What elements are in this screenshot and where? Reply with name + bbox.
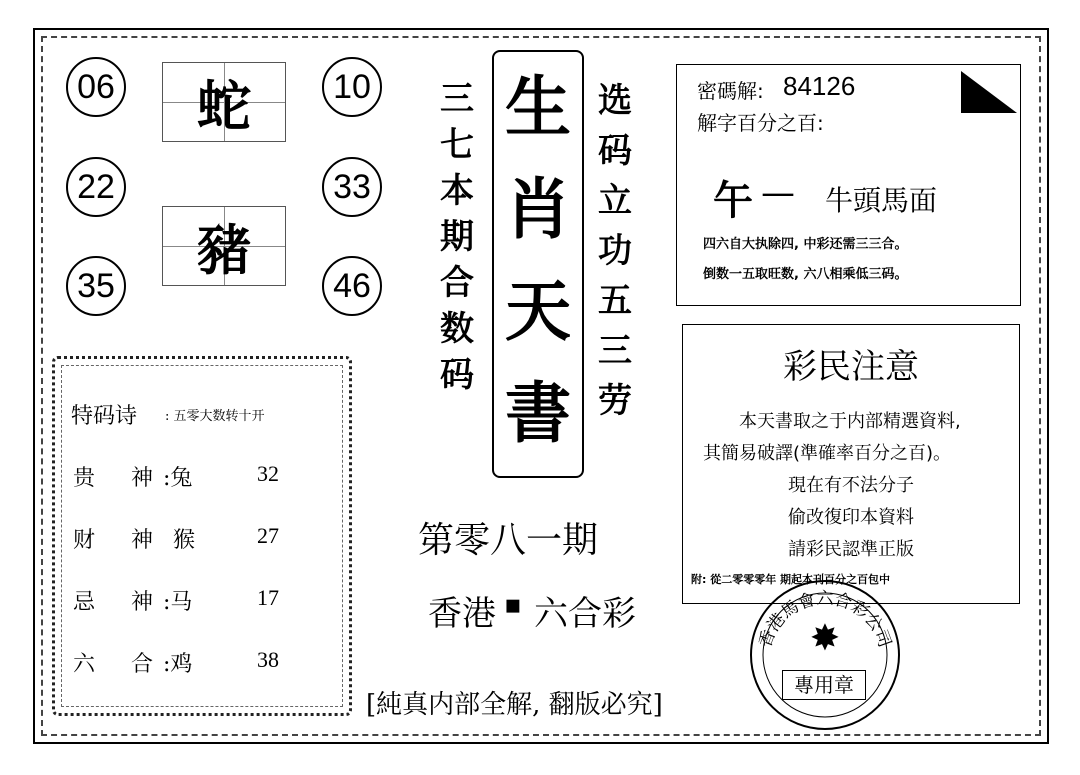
poem-title: 特码诗 <box>71 404 138 429</box>
poem-row-num: 32 <box>257 461 279 486</box>
vchar: 功 <box>598 231 632 271</box>
notice-line: 本天書取之于内部精選資料, <box>739 411 961 432</box>
poem-row-a: 贵 <box>73 466 96 491</box>
vchar: 码 <box>598 131 632 171</box>
title-char: 天 <box>505 272 571 350</box>
poem-row-c: 猴 <box>173 528 196 553</box>
vchar: 三 <box>598 331 632 371</box>
lottery-dot: ▪ <box>504 590 522 620</box>
password-box <box>676 64 1021 306</box>
corner-triangle-icon <box>959 69 1019 115</box>
vchar: 五 <box>598 281 632 321</box>
page-title <box>494 52 582 464</box>
number-circle: 33 <box>322 157 382 217</box>
poem-row-b: 神 <box>131 466 154 491</box>
poem-row-a: 财 <box>73 528 96 553</box>
poem-subtitle: : 五零大数转十开 <box>165 409 265 424</box>
issue-number: 第零八一期 <box>418 520 599 561</box>
title-char: 肖 <box>505 170 571 248</box>
poem-row-c: :兔 <box>163 466 193 491</box>
notice-line: 請彩民認準正版 <box>788 539 914 560</box>
number-circle: 06 <box>66 57 126 117</box>
notice-line: 其簡易破譯(準確率百分之百)。 <box>703 443 952 464</box>
poem-row-num: 38 <box>257 647 279 672</box>
password-value: 84126 <box>783 71 856 101</box>
vchar: 立 <box>598 181 632 221</box>
vchar: 期 <box>440 217 474 257</box>
poem-row-b: 合 <box>131 652 154 677</box>
notice-box <box>682 324 1020 604</box>
notice-line: 偷改復印本資料 <box>788 507 914 528</box>
star-icon: ✸ <box>809 618 841 659</box>
stamp-center: 專用章 <box>782 670 866 700</box>
title-box <box>492 50 584 478</box>
lottery-right: 六合彩 <box>534 594 636 634</box>
number-circle: 46 <box>322 256 382 316</box>
title-char: 書 <box>505 374 571 452</box>
number-circle: 35 <box>66 256 126 316</box>
vchar: 七 <box>440 125 474 165</box>
number-circle: 10 <box>322 57 382 117</box>
number-circle: 22 <box>66 157 126 217</box>
seal-stamp <box>750 580 900 730</box>
svg-text:香港馬會六合彩公司: 香港馬會六合彩公司 <box>755 588 895 651</box>
poem-row-num: 17 <box>257 585 279 610</box>
zodiac-pig: 豬 <box>162 206 286 286</box>
vchar: 选 <box>598 81 632 121</box>
poem-row-a: 六 <box>73 652 96 677</box>
poem-row-c: :马 <box>163 590 193 615</box>
vchar: 三 <box>440 79 474 119</box>
title-char: 生 <box>505 68 571 146</box>
riddle-line-1: 四六自大执除四, 中彩还需三三合。 <box>703 237 908 252</box>
poem-row-num: 27 <box>257 523 279 548</box>
vchar: 合 <box>440 263 474 303</box>
vchar: 劳 <box>598 381 632 421</box>
vchar: 数 <box>440 309 474 349</box>
poem-row-c: :鸡 <box>163 652 193 677</box>
riddle-char: 午 <box>713 177 753 224</box>
vertical-text-left <box>440 76 474 398</box>
poem-row-b: 神 <box>131 590 154 615</box>
notice-title: 彩民注意 <box>783 347 919 387</box>
riddle-line-2: 倒数一五取旺数, 六八相乘低三码。 <box>703 267 908 282</box>
lottery-left: 香港 <box>428 594 496 634</box>
riddle-arrow: — <box>761 173 795 213</box>
notice-footnote: 附: 從二零零零年 期起本刊百分之百包中 <box>691 573 891 586</box>
poem-row-b: 神 <box>131 528 154 553</box>
zodiac-snake: 蛇 <box>162 62 286 142</box>
password-subtitle: 解字百分之百: <box>697 111 824 135</box>
poem-row-a: 忌 <box>73 590 96 615</box>
notice-line: 現在有不法分子 <box>788 475 914 496</box>
password-label: 密碼解: <box>697 79 764 103</box>
slogan: [純真内部全解, 翻版必究] <box>366 690 663 720</box>
vertical-text-right <box>598 76 632 426</box>
poem-box <box>52 356 352 716</box>
vchar: 本 <box>440 171 474 211</box>
riddle-phrase: 牛頭馬面 <box>825 184 938 217</box>
vchar: 码 <box>440 355 474 395</box>
